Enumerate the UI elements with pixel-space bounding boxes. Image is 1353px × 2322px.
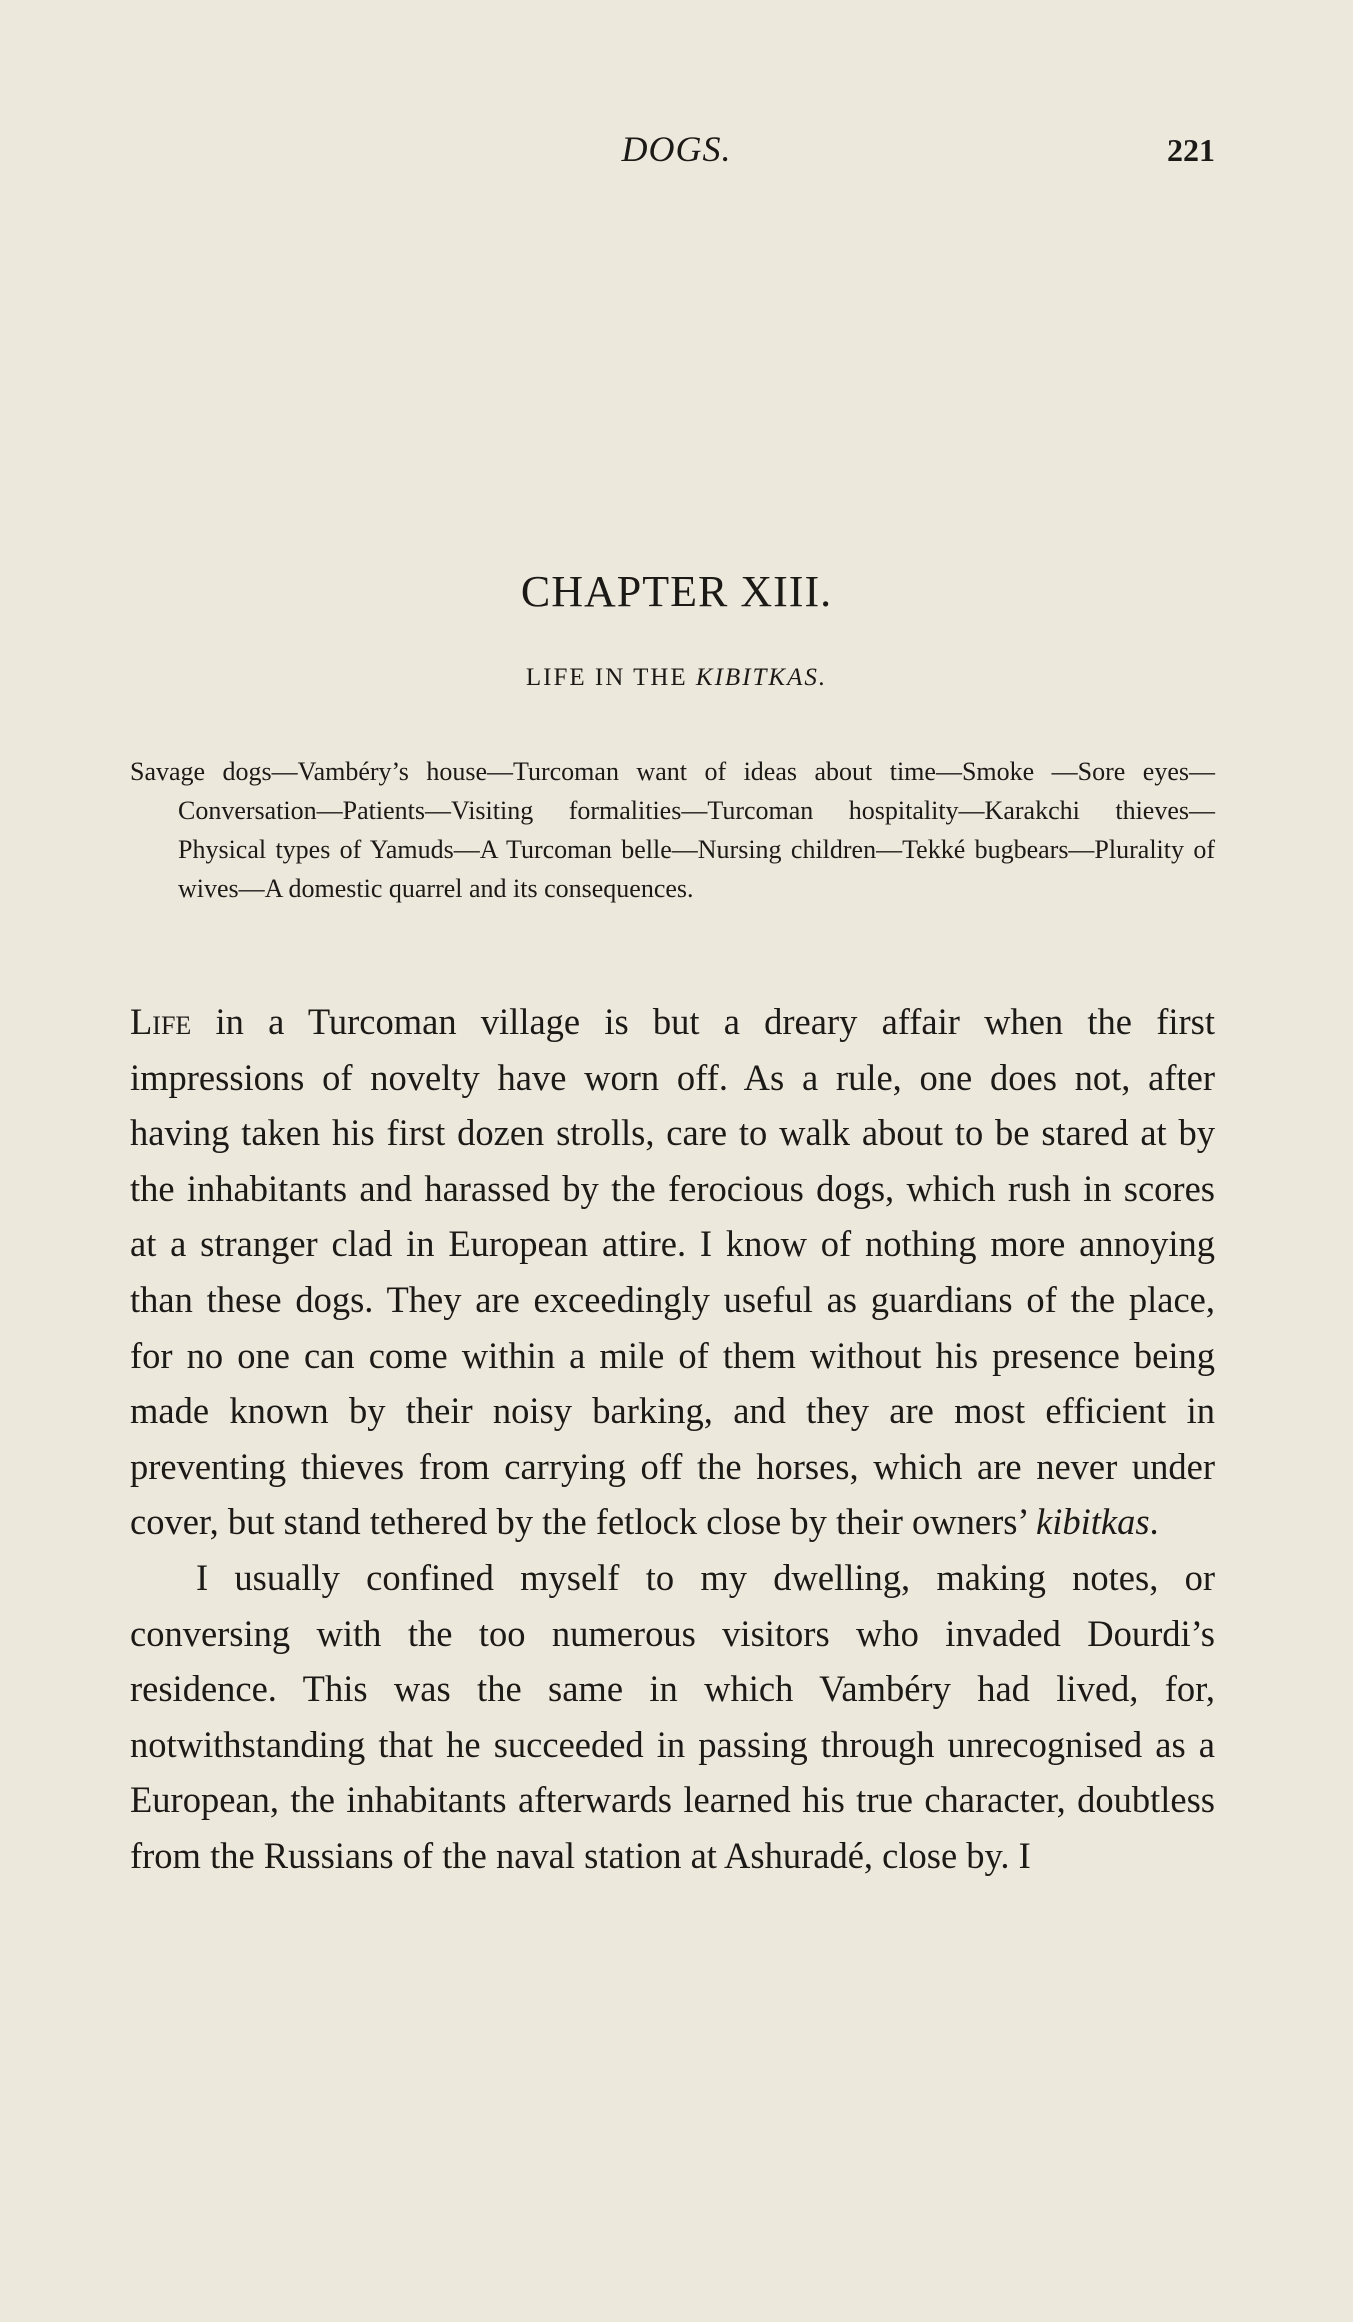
paragraph-1 <box>130 994 1215 1550</box>
page-number: 221 <box>1167 132 1215 168</box>
paragraph-2: I usually confined myself to my dwelling, making notes, or conversing with the too numerous visitors who invaded Dourdi’s residence. This was the same in which Vambéry had lived, for, notwithstanding that he succeeded in passing through unrecognised as a European, the inhabitants afterwards learned his true character, doubtless from the Russians of the naval station at Ashuradé, close by. I <box>130 1556 1215 1876</box>
chapter-subtitle-italic: KIBITKAS. <box>695 664 828 691</box>
paragraph-lead-word: Life <box>130 1001 192 1042</box>
chapter-subtitle-prefix: LIFE IN THE <box>525 664 688 691</box>
chapter-title: CHAPTER XIII. <box>520 567 833 616</box>
body-text <box>130 994 1215 1884</box>
running-title: DOGS. <box>621 129 732 169</box>
running-head <box>0 128 1353 178</box>
paragraph-1-text: in a Turcoman village is but a dreary affair when the first impressions of novelty have worn off. As a rule, one does not, after having taken his first dozen strolls, care to walk about to be stared at by the inhabitants and harassed by the ferocious dogs, which rush in scores at a stranger clad in European attire. I know of nothing more annoying than these dogs. They are exceedingly useful as guardians of the place, for no one can come within a mile of them without his presence being made known by their noisy barking, and they are most efficient in preventing thieves from carrying off the horses, which are never under cover, but stand tethered by the fetlock close by their owners’ <box>130 1001 1215 1543</box>
paragraph-1-italic-word: kibitkas <box>1036 1501 1150 1543</box>
chapter-subtitle <box>0 664 1353 692</box>
chapter-synopsis: Savage dogs—Vambéry’s house—Turcoman want of ideas about time—Smoke —Sore eyes—Conversation—Patients—Visiting formalities—Turcoman hospitality—Karakchi thieves—Physical types of Yamuds—A Turcoman belle—Nursing children—Tekké bugbears—Plurality of wives—A domestic quarrel and its consequences. <box>130 757 1215 903</box>
paragraph-1-end: . <box>1149 1501 1159 1543</box>
